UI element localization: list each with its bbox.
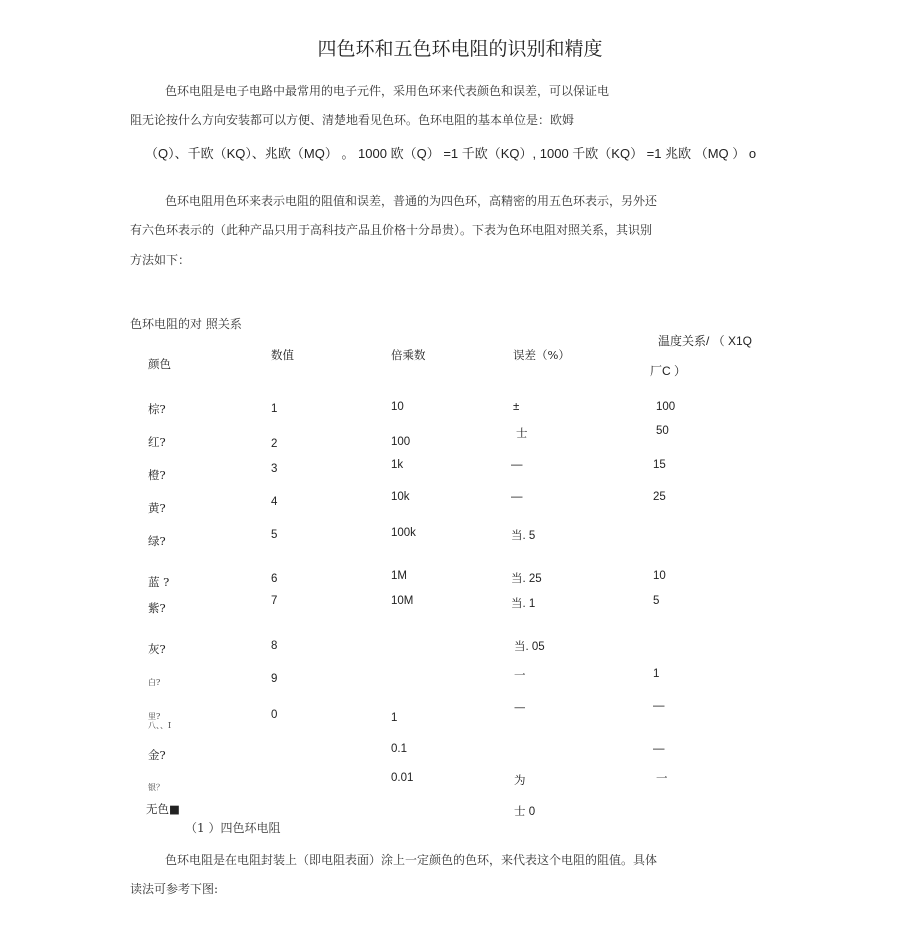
row-1-temp: 100 [656, 401, 676, 413]
row-8-color: 灰? [148, 642, 166, 656]
row-5-color: 绿? [148, 534, 166, 548]
row-4-value: 4 [271, 496, 278, 508]
section-1-line-1: 色环电阻是在电阻封装上（即电阻表面）涂上一定颜色的色环，来代表这个电阻的阻值。具体 [165, 853, 658, 867]
row-11-multiplier: 0.1 [391, 743, 407, 755]
intro-line-3: （Q）、千欧（KQ）、兆欧（MQ） 。 1000 欧（Q） =1 千欧（KQ）, 1000 千欧（KQ） =1 兆欧 （MQ ） o [145, 146, 757, 161]
row-1-color: 棕? [148, 402, 166, 416]
row-4-tolerance: — [511, 491, 523, 503]
row-4-color: 黄? [148, 501, 166, 515]
table-caption: 色环电阻的对 照关系 [130, 317, 242, 331]
row-12-color: 银？ [148, 783, 164, 792]
row-10-temp: — [653, 700, 665, 712]
header-temp-line-1: 温度关系/ （ X1Q [658, 334, 753, 348]
row-1-tolerance: ± [513, 401, 520, 413]
row-7-value: 7 [271, 595, 278, 607]
intro-line-1: 色环电阻是电子电路中最常用的电子元件，采用色环来代表颜色和误差，可以保证电 [165, 84, 610, 98]
row-6-multiplier: 1M [391, 570, 407, 582]
header-tolerance: 误差（%） [513, 348, 570, 362]
row-2-color: 红? [148, 435, 166, 449]
row-12-tolerance: 为 [514, 773, 526, 787]
row-11-temp: — [653, 743, 665, 755]
row-2-value: 2 [271, 438, 278, 450]
row-5-value: 5 [271, 529, 278, 541]
row-5-multiplier: 100k [391, 527, 416, 539]
row-13-color: 无色■ [146, 802, 180, 816]
row-2-multiplier: 100 [391, 436, 411, 448]
row-12-multiplier: 0.01 [391, 772, 414, 784]
row-10-multiplier: 1 [391, 712, 398, 724]
intro-line-2: 阻无论按什么方向安装都可以方便、清楚地看见色环。色环电阻的基本单位是：欧姆 [130, 113, 575, 127]
section-1-line-2: 读法可参考下图: [130, 882, 219, 896]
row-3-color: 橙? [148, 468, 166, 482]
row-3-multiplier: 1k [391, 459, 404, 471]
row-11-color: 金? [148, 748, 166, 762]
row-3-value: 3 [271, 463, 278, 475]
row-12-temp: 一 [656, 771, 668, 785]
row-10-color-extra: 八、、I [148, 721, 172, 730]
row-6-temp: 10 [653, 570, 666, 582]
header-value: 数值 [271, 348, 294, 362]
row-6-tolerance: 当. 25 [511, 573, 542, 585]
page-title: 四色环和五色环电阻的识别和精度 [317, 38, 603, 60]
row-10-tolerance: — [514, 700, 526, 714]
row-1-value: 1 [271, 403, 278, 415]
row-6-color: 蓝 ? [148, 575, 170, 589]
row-3-temp: 15 [653, 459, 666, 471]
row-6-value: 6 [271, 573, 278, 585]
row-9-value: 9 [271, 673, 278, 685]
row-9-temp: 1 [653, 668, 660, 680]
row-9-color: 白? [148, 678, 161, 687]
row-7-color: 紫? [148, 601, 166, 615]
header-color: 颜色 [148, 357, 171, 371]
row-2-temp: 50 [656, 425, 669, 437]
row-7-temp: 5 [653, 595, 660, 607]
row-8-value: 8 [271, 640, 278, 652]
header-temp-line-2: 厂C ） [650, 364, 687, 378]
row-7-multiplier: 10M [391, 595, 414, 607]
row-9-tolerance: 一 [514, 668, 526, 682]
row-2-tolerance: 士 [516, 426, 528, 440]
para2-line-3: 方法如下： [130, 253, 191, 267]
row-4-temp: 25 [653, 491, 666, 503]
row-8-tolerance: 当. 05 [514, 641, 545, 653]
row-4-multiplier: 10k [391, 491, 410, 503]
section-1-heading: （1 ）四色环电阻 [185, 821, 281, 835]
row-1-multiplier: 10 [391, 401, 404, 413]
header-multiplier: 倍乘数 [391, 348, 426, 362]
para2-line-1: 色环电阻用色环来表示电阻的阻值和误差，普通的为四色环，高精密的用五色环表示，另外还 [165, 194, 658, 208]
row-10-value: 0 [271, 709, 278, 721]
row-10-color: 里? [148, 712, 161, 721]
para2-line-2: 有六色环表示的（此种产品只用于高科技产品且价格十分昂贵）。下表为色环电阻对照关系，其识别 [130, 223, 653, 237]
row-3-tolerance: — [511, 459, 523, 471]
row-5-tolerance: 当. 5 [511, 530, 536, 542]
row-7-tolerance: 当. 1 [511, 598, 536, 610]
row-13-tolerance: 士 0 [514, 806, 536, 818]
